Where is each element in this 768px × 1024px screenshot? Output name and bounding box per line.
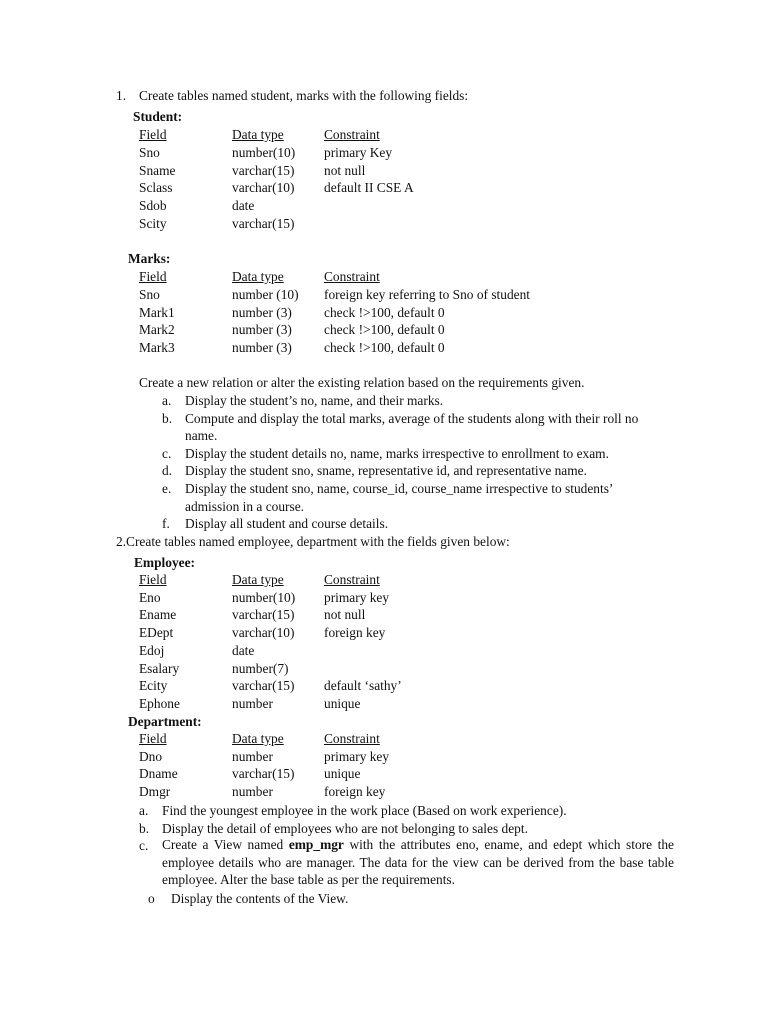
- table-cell-field: EDept: [139, 625, 174, 641]
- table-cell-field: Eno: [139, 589, 161, 605]
- table-cell-data-type: number(10): [232, 144, 296, 160]
- table-cell-data-type: date: [232, 642, 255, 658]
- list-item-text: Compute and display the total marks, average of the students along with their roll no: [185, 410, 639, 426]
- employee-table-title: Employee:: [134, 555, 195, 570]
- list-item-text: Display the student sno, sname, representative id, and representative name.: [185, 463, 587, 479]
- table-cell-field: Sno: [139, 144, 160, 160]
- list-item-letter: a.: [162, 393, 172, 408]
- table-cell-constraint: not null: [324, 162, 366, 178]
- list-item-letter: a.: [139, 803, 149, 818]
- list-item-text: admission in a course.: [185, 498, 305, 514]
- table-cell-data-type: varchar(15): [232, 162, 295, 178]
- table-cell-constraint: check !>100, default 0: [324, 322, 445, 338]
- table-cell-constraint: foreign key: [324, 625, 386, 641]
- table-cell-field: Mark3: [139, 340, 175, 356]
- table-cell-field: Edoj: [139, 642, 165, 658]
- list-item-text: Display the detail of employees who are not belonging to sales dept.: [162, 820, 528, 836]
- q1-heading: Create tables named student, marks with the following fields:: [139, 88, 469, 103]
- table-cell-data-type: varchar(10): [232, 180, 295, 196]
- column-header-constraint: Constraint: [324, 127, 380, 142]
- table-cell-constraint: foreign key referring to Sno of student: [324, 286, 531, 302]
- table-cell-data-type: number: [232, 748, 273, 764]
- column-header-constraint: Constraint: [324, 572, 380, 587]
- table-cell-constraint: primary key: [324, 589, 390, 605]
- table-cell-data-type: number (3): [232, 322, 292, 338]
- table-cell-data-type: varchar(15): [232, 216, 295, 231]
- table-cell-field: Sname: [139, 162, 176, 178]
- table-cell-constraint: unique: [324, 695, 361, 711]
- column-header-data-type: Data type: [232, 269, 284, 284]
- table-cell-constraint: default ‘sathy’: [324, 678, 402, 694]
- table-cell-constraint: default II CSE A: [324, 180, 414, 196]
- q1-intro: Create a new relation or alter the existing relation based on the requirements given.: [139, 375, 585, 390]
- table-cell-field: Dno: [139, 748, 163, 764]
- table-cell-constraint: primary key: [324, 748, 390, 764]
- table-cell-field: Scity: [139, 216, 167, 231]
- list-item-letter: e.: [162, 481, 172, 496]
- list-item-letter: f.: [162, 516, 170, 532]
- table-cell-field: Ename: [139, 607, 177, 623]
- q1-number: 1.: [116, 88, 127, 103]
- column-header-data-type: Data type: [232, 572, 284, 587]
- table-cell-data-type: number(10): [232, 589, 296, 605]
- table-cell-data-type: varchar(15): [232, 607, 295, 623]
- table-cell-data-type: number(7): [232, 660, 289, 676]
- list-item-text: name.: [185, 428, 218, 444]
- table-cell-data-type: varchar(15): [232, 766, 295, 782]
- table-cell-field: Sdob: [139, 198, 167, 214]
- table-cell-constraint: unique: [324, 766, 361, 782]
- marks-table-title: Marks:: [128, 251, 171, 266]
- list-item-text: Display the student details no, name, marks irrespective to enrollment to exam.: [185, 445, 609, 461]
- table-cell-field: Sclass: [139, 180, 173, 196]
- table-cell-data-type: varchar(15): [232, 678, 295, 694]
- q2-item-c-letter: c.: [139, 838, 149, 853]
- table-cell-data-type: varchar(10): [232, 625, 295, 641]
- list-item-text: Display the student’s no, name, and their marks.: [185, 393, 444, 408]
- student-table-title: Student:: [133, 109, 183, 124]
- list-item-letter: b.: [139, 820, 150, 836]
- q2-item-c-text: [162, 836, 674, 889]
- column-header-field: Field: [139, 269, 167, 284]
- table-cell-constraint: not null: [324, 607, 366, 623]
- table-cell-field: Mark1: [139, 304, 175, 320]
- table-cell-field: Mark2: [139, 322, 175, 338]
- table-cell-data-type: number: [232, 695, 273, 711]
- table-cell-data-type: date: [232, 198, 255, 214]
- table-cell-constraint: foreign key: [324, 784, 386, 800]
- q2-item-c-before: Create a View named: [162, 837, 289, 852]
- table-cell-data-type: number (3): [232, 340, 292, 356]
- view-name: emp_mgr: [288, 837, 344, 852]
- department-table-title: Department:: [128, 714, 202, 729]
- table-cell-data-type: number (10): [232, 286, 299, 302]
- sub-item-bullet: o: [148, 891, 155, 906]
- column-header-constraint: Constraint: [324, 731, 380, 746]
- table-cell-field: Dmgr: [139, 784, 171, 800]
- table-cell-field: Esalary: [139, 660, 180, 676]
- list-item-letter: c.: [162, 445, 172, 461]
- list-item-letter: b.: [162, 410, 173, 426]
- list-item-letter: d.: [162, 463, 173, 479]
- table-cell-data-type: number (3): [232, 304, 292, 320]
- column-header-data-type: Data type: [232, 731, 284, 746]
- table-cell-field: Ecity: [139, 678, 168, 694]
- column-header-constraint: Constraint: [324, 269, 380, 284]
- column-header-data-type: Data type: [232, 127, 284, 142]
- sub-item-text: Display the contents of the View.: [171, 891, 349, 906]
- table-cell-field: Dname: [139, 766, 178, 782]
- q2-item-c-after: with the attributes eno, ename, and edept which store the employee details who are manager. The data for the view can be derived from the base table employee. Alter the base table as per the requirements.: [162, 837, 674, 888]
- table-cell-constraint: check !>100, default 0: [324, 304, 445, 320]
- column-header-field: Field: [139, 572, 167, 587]
- table-cell-field: Sno: [139, 286, 160, 302]
- list-item-text: Display all student and course details.: [185, 516, 389, 532]
- table-cell-constraint: primary Key: [324, 144, 393, 160]
- column-header-field: Field: [139, 731, 167, 746]
- table-cell-data-type: number: [232, 784, 273, 800]
- table-cell-field: Ephone: [139, 695, 180, 711]
- list-item-text: Display the student sno, name, course_id, course_name irrespective to students’: [185, 481, 614, 496]
- q2-heading: 2.Create tables named employee, department with the fields given below:: [116, 534, 510, 549]
- table-cell-constraint: check !>100, default 0: [324, 340, 445, 356]
- list-item-text: Find the youngest employee in the work place (Based on work experience).: [162, 803, 567, 818]
- column-header-field: Field: [139, 127, 167, 142]
